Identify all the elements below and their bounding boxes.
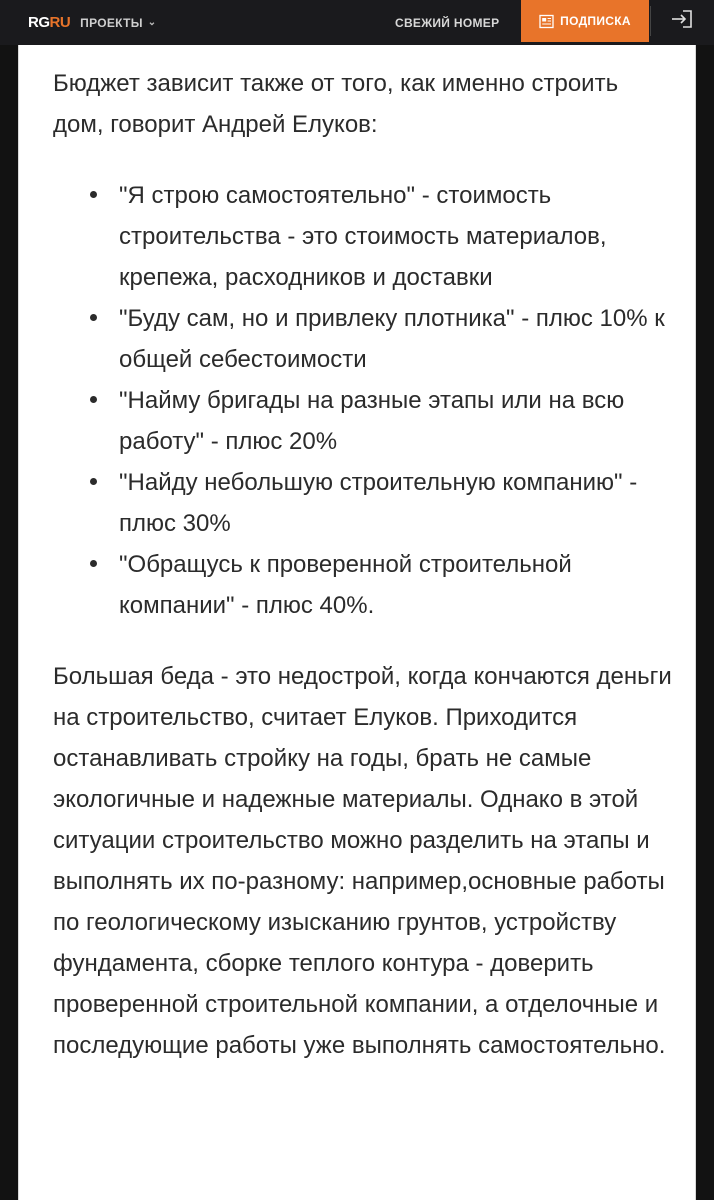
cost-options-list bbox=[53, 175, 673, 626]
fresh-issue-label: СВЕЖИЙ НОМЕР bbox=[395, 15, 500, 30]
subscribe-button[interactable] bbox=[521, 0, 649, 42]
list-item: "Найму бригады на разные этапы или на всю работу" - плюс 20% bbox=[119, 380, 673, 462]
fresh-issue-link[interactable] bbox=[395, 0, 499, 45]
projects-menu-label: ПРОЕКТЫ bbox=[80, 15, 143, 30]
article-paragraph: Большая беда - это недострой, когда кончаются деньги на строительство, считает Елуков. Приходится останавливать стройку на годы, брать не самые экологичные и надежные материалы. Однако в этой ситуации строительство можно разделить на этапы и выполнять их по-разному: например,основные работы по геологическому изысканию грунтов, устройству фундамента, сборке теплого контура - доверить проверенной строительной компании, а отделочные и последующие работы уже выполнять самостоятельно. bbox=[53, 663, 672, 1059]
list-item: "Обращусь к проверенной строительной компании" - плюс 40%. bbox=[119, 544, 673, 626]
projects-menu-button[interactable] bbox=[80, 16, 156, 30]
logo-rg-text: RG bbox=[28, 14, 50, 31]
newspaper-icon bbox=[539, 14, 554, 29]
top-navigation-bar bbox=[0, 0, 714, 45]
list-item: "Буду сам, но и привлеку плотника" - плюс 10% к общей себестоимости bbox=[119, 298, 673, 380]
list-item: "Я строю самостоятельно" - стоимость строительства - это стоимость материалов, крепежа, расходников и доставки bbox=[119, 175, 673, 298]
chevron-down-icon: ⌄ bbox=[147, 17, 157, 28]
article-body bbox=[18, 45, 696, 1200]
subscribe-label: ПОДПИСКА bbox=[560, 14, 631, 28]
article-content bbox=[53, 63, 673, 1066]
login-icon bbox=[670, 9, 694, 34]
list-item: "Найду небольшую строительную компанию" - плюс 30% bbox=[119, 462, 673, 544]
logo-ru-text: RU bbox=[49, 14, 71, 31]
rg-logo[interactable] bbox=[28, 14, 70, 31]
article-intro-paragraph: Бюджет зависит также от того, как именно строить дом, говорит Андрей Елуков: bbox=[53, 70, 619, 138]
login-button[interactable] bbox=[650, 0, 714, 42]
